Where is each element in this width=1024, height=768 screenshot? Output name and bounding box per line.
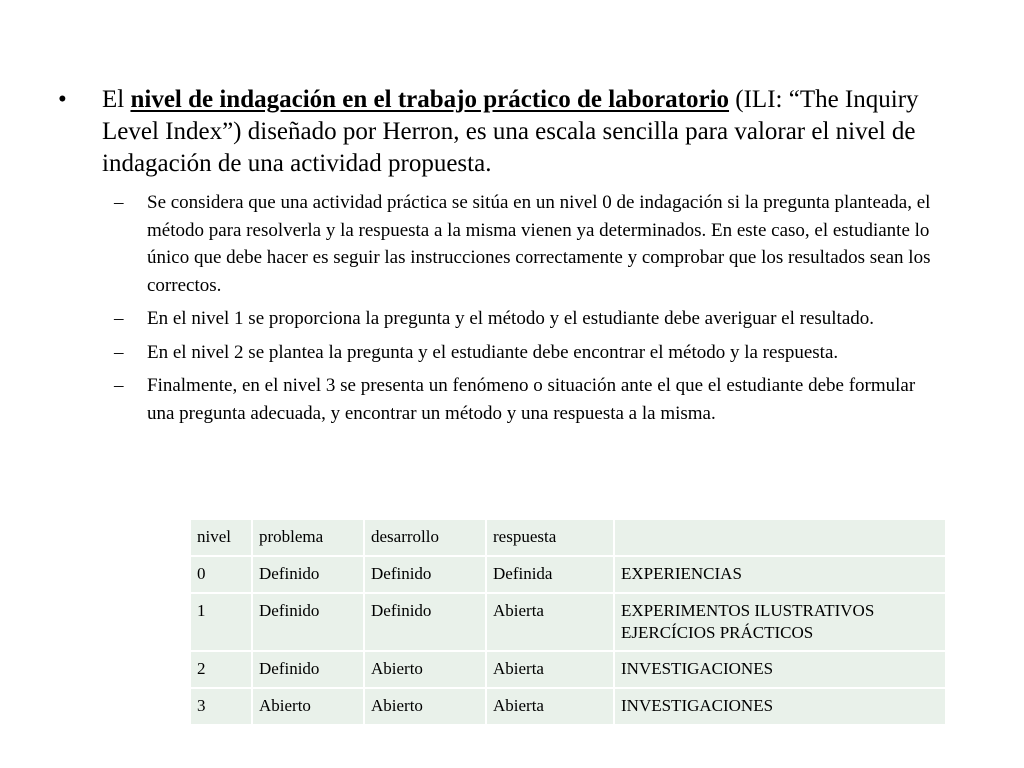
sub-bullet-text: Finalmente, en el nivel 3 se presenta un fenómeno o situación ante el que el estudiante debe formular una pregunta adecuada, y encontrar un método y una respuesta a la misma. — [147, 375, 916, 424]
cell-tipo: INVESTIGACIONES — [614, 651, 946, 688]
cell-respuesta: Abierta — [486, 651, 614, 688]
bullet-marker: • — [58, 86, 67, 113]
main-bullet-suffix: (ILI: “The Inquiry Level Index”) diseñado por Herron, es una escala sencilla para valorar el nivel de indagación de una actividad propuesta. — [102, 86, 919, 177]
cell-tipo: EXPERIENCIAS — [614, 556, 946, 593]
dash-marker: – — [114, 341, 124, 363]
sub-bullet-text: En el nivel 2 se plantea la pregunta y el estudiante debe encontrar el método y la respuesta. — [147, 341, 839, 363]
table-row — [190, 593, 946, 651]
main-bullet-prefix: El — [102, 86, 131, 113]
cell-respuesta: Abierta — [486, 593, 614, 651]
sub-bullet-text: En el nivel 1 se proporciona la pregunta y el método y el estudiante debe averiguar el resultado. — [147, 308, 875, 329]
sub-bullet-level-0 — [114, 189, 934, 299]
dash-marker: – — [114, 375, 124, 396]
cell-respuesta: Abierta — [486, 688, 614, 725]
table-header-row — [190, 519, 946, 556]
cell-nivel: 2 — [190, 651, 252, 688]
header-nivel: nivel — [190, 519, 252, 556]
cell-problema: Definido — [252, 593, 364, 651]
main-bullet-emphasis: nivel de indagación en el trabajo práctico de laboratorio — [130, 86, 730, 113]
cell-nivel: 3 — [190, 688, 252, 725]
table-row — [190, 556, 946, 593]
cell-tipo-line-2: EJERCÍCIOS PRÁCTICOS — [621, 623, 814, 642]
dash-marker: – — [114, 192, 124, 213]
sub-bullet-text: Se considera que una actividad práctica se sitúa en un nivel 0 de indagación si la pregunta planteada, el método para resolverla y la respuesta a la misma vienen ya determinados. En este caso, el estudiante lo único que debe hacer es seguir las instrucciones correctamente y comprobar que los resultados sean los correctos. — [147, 192, 931, 296]
cell-nivel: 1 — [190, 593, 252, 651]
cell-tipo — [614, 593, 946, 651]
cell-problema: Definido — [252, 556, 364, 593]
main-bullet-text — [102, 84, 948, 180]
main-bullet — [58, 84, 948, 180]
cell-respuesta: Definida — [486, 556, 614, 593]
table-row — [190, 651, 946, 688]
cell-tipo: INVESTIGACIONES — [614, 688, 946, 725]
cell-desarrollo: Definido — [364, 593, 486, 651]
cell-tipo-line-1: EXPERIMENTOS ILUSTRATIVOS — [621, 601, 875, 620]
cell-problema: Abierto — [252, 688, 364, 725]
cell-desarrollo: Abierto — [364, 651, 486, 688]
cell-desarrollo: Abierto — [364, 688, 486, 725]
header-respuesta: respuesta — [486, 519, 614, 556]
sub-bullet-list — [114, 189, 934, 433]
sub-bullet-level-3 — [114, 372, 934, 427]
dash-marker: – — [114, 308, 124, 329]
sub-bullet-level-1 — [114, 305, 934, 333]
inquiry-level-table — [189, 518, 947, 726]
cell-desarrollo: Definido — [364, 556, 486, 593]
header-desarrollo: desarrollo — [364, 519, 486, 556]
sub-bullet-level-2 — [114, 339, 934, 367]
header-problema: problema — [252, 519, 364, 556]
cell-problema: Definido — [252, 651, 364, 688]
table-row — [190, 688, 946, 725]
cell-nivel: 0 — [190, 556, 252, 593]
header-empty — [614, 519, 946, 556]
